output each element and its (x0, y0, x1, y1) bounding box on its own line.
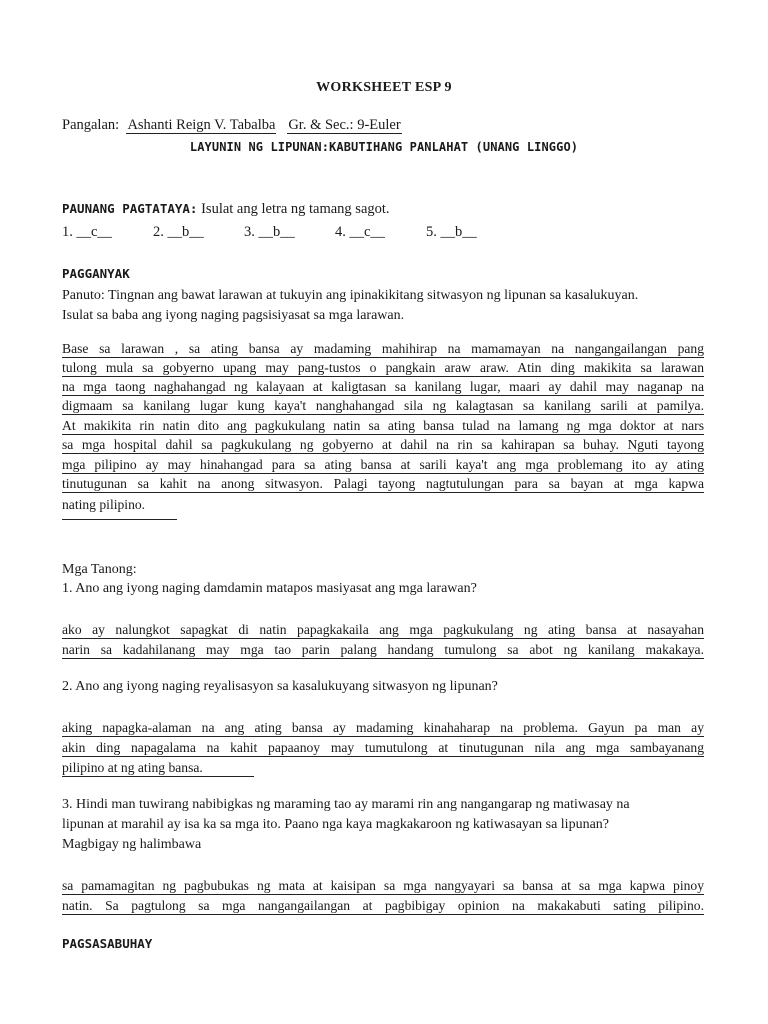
paunang-instruction: Isulat ang letra ng tamang sagot. (201, 201, 390, 217)
worksheet-title: WORKSHEET ESP 9 (316, 80, 452, 95)
instruction-line-2: Isulat sa baba ang iyong naging pagsisiyasat sa mga larawan. (62, 308, 405, 323)
answer-1-line-2: narin sa kadahilanang may mga tao parin palang handang tumulong sa abot ng kanilang makakaya. (62, 642, 704, 657)
quiz-answer-2: 2. __b__ (153, 224, 204, 240)
pagganyak-heading: PAGGANYAK (62, 266, 130, 281)
pagganyak-line-3: na mga taong naghahangad ng kalayaan at kaligtasan sa kanilang lugar, maari ay dahil may naganap na (62, 379, 704, 394)
pagganyak-line-9: nating pilipino. (62, 497, 146, 512)
question-3-line-1: 3. Hindi man tuwirang nabibigkas ng maraming tao ay marami rin ang nangangarap ng matiwasay na (62, 797, 630, 812)
answer-2-line-1: aking napagka-alaman na ang ating bansa ay madaming kinahaharap na problema. Gayun pa man ay (62, 720, 704, 735)
pagganyak-line-6: sa mga hospital dahil sa pagkukulang ng gobyerno at dahil na rin sa kahirapan sa buhay. Nguti tayong (62, 437, 704, 452)
question-3-line-2: lipunan at marahil ay isa ka sa mga ito. Paano nga kaya magkakaroon ng katiwasayan sa lipunan? (62, 817, 609, 832)
paunang-row (62, 201, 390, 218)
grade-value: 9-Euler (357, 117, 401, 133)
pagganyak-line-8: tinutugunan sa kahit na anong sitwasyon. Palagi tayong nagtutulungan para sa bayan at mga kapwa (62, 476, 704, 491)
grade-field (287, 117, 401, 134)
quiz-answers (62, 224, 517, 241)
quiz-answer-3: 3. __b__ (244, 224, 295, 240)
grade-label: Gr. & Sec.: (288, 117, 354, 133)
pagsasabuhay-heading: PAGSASABUHAY (62, 936, 153, 951)
answer-2-line-2: akin ding napagalama na kahit papaanoy may tumutulong at tinutugunan nila ang mga sambayanang (62, 740, 704, 755)
worksheet-subtitle: LAYUNIN NG LIPUNAN:KABUTIHANG PANLAHAT (UNANG LINGGO) (189, 140, 579, 154)
pagganyak-line-2: tulong mula sa gobyerno upang may pang-tustos o pangkain araw araw. Atin ding makikita sa larawan (62, 360, 704, 375)
question-1: 1. Ano ang iyong naging damdamin matapos masiyasat ang mga larawan? (62, 581, 477, 596)
question-3-line-3: Magbigay ng halimbawa (62, 837, 202, 852)
pagganyak-end-rule (62, 518, 177, 520)
quiz-answer-1: 1. __c__ (62, 224, 112, 240)
pagganyak-line-5: At makikita rin natin dito ang pagkukulang natin sa ating bansa tulad na lamang ng mga doktor at nars (62, 418, 704, 433)
pagganyak-line-7: mga pilipino ay may hinahangad para sa ating bansa at sarili kaya't ang mga problemang ito ay ating (62, 457, 704, 472)
name-row (62, 117, 402, 134)
instruction-line-1: Panuto: Tingnan ang bawat larawan at tukuyin ang ipinakikitang sitwasyon ng lipunan sa kasalukuyan. (62, 288, 639, 303)
pagganyak-line-4: digmaam sa kanilang lugar kung kaya't nanghahangad sila ng kalagtasan sa kanilang sarili at pamilya. (62, 398, 704, 413)
answer-1-line-1: ako ay nalungkot sapagkat di natin papagkakaila ang mga pagkukulang ng ating bansa at nasayahan (62, 622, 704, 637)
pagganyak-instruction (62, 286, 712, 326)
quiz-answer-4: 4. __c__ (335, 224, 385, 240)
quiz-answer-5: 5. __b__ (426, 224, 477, 240)
pagganyak-line-1: Base sa larawan , sa ating bansa ay madaming mahihirap na mamamayan na nangangailangan pang (62, 341, 704, 356)
tanong-heading: Mga Tanong: (62, 562, 137, 577)
name-value: Ashanti Reign V. Tabalba (127, 117, 276, 133)
answer-2-line-3: pilipino at ng ating bansa. (62, 759, 254, 777)
answer-3-line-1: sa pamamagitan ng pagbubukas ng mata at kaisipan sa mga nangyayari sa bansa at sa mga kapwa pinoy (62, 878, 704, 893)
paunang-heading: PAUNANG PAGTATAYA: (62, 201, 198, 216)
answer-3-line-2: natin. Sa pagtulong sa mga nangangailangan at pagbibigay opinion na makakabuti sating pilipino. (62, 898, 704, 913)
name-label: Pangalan: (62, 117, 120, 133)
question-2: 2. Ano ang iyong naging reyalisasyon sa kasalukuyang sitwasyon ng lipunan? (62, 679, 498, 694)
